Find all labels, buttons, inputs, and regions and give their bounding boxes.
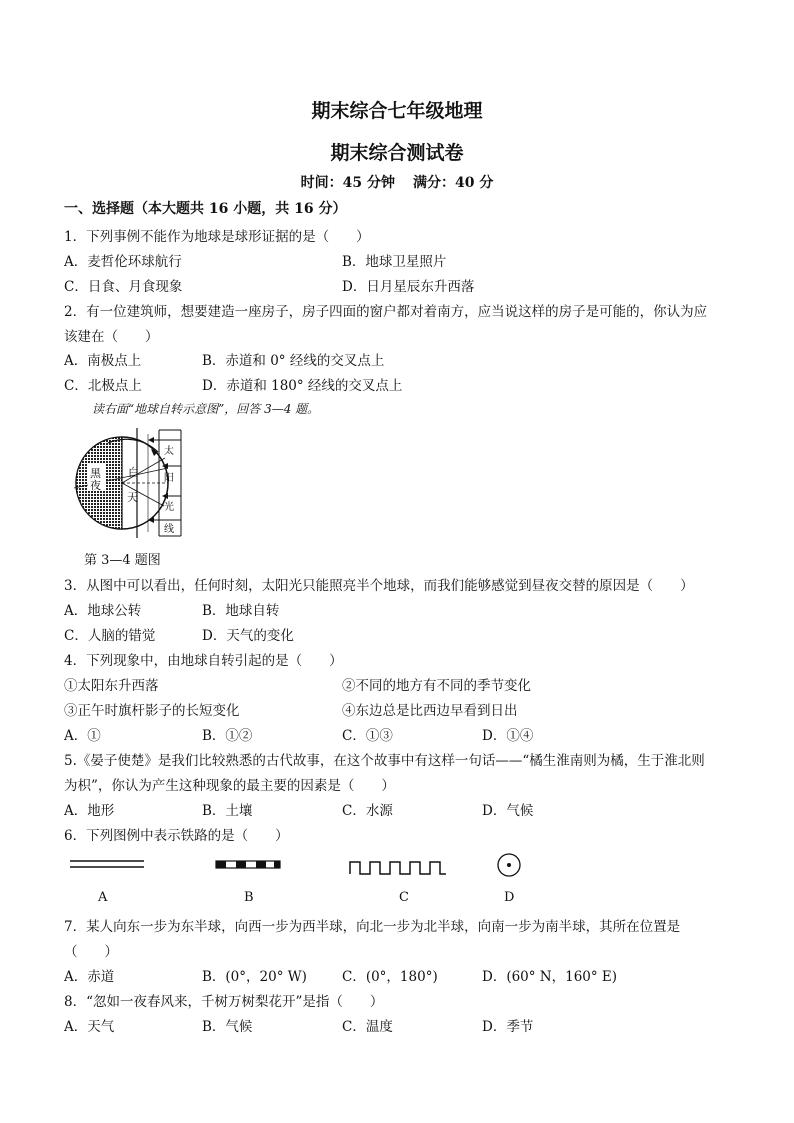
- question-4-stem: 4．下列现象中，由地球自转引起的是（ ）: [64, 653, 343, 669]
- question-4-option-a: A．①: [64, 728, 101, 744]
- question-2-option-d: D．赤道和 180° 经线的交叉点上: [202, 378, 403, 394]
- question-2-option-c: C．北极点上: [64, 378, 142, 394]
- question-4-statement-1: ①太阳东升西落: [64, 678, 159, 694]
- question-4-statement-2: ②不同的地方有不同的季节变化: [342, 678, 531, 694]
- day-label-1: 白: [128, 466, 139, 479]
- night-label-char-2: 夜: [90, 479, 101, 492]
- question-2-option-b: B．赤道和 0° 经线的交叉点上: [202, 353, 385, 369]
- question-2-stem-line1: 2．有一位建筑师，想要建造一座房子，房子四面的窗户都对着南方，应当说这样的房子是可能的，你认为应: [64, 304, 708, 320]
- question-4-option-b: B．①②: [202, 728, 253, 744]
- question-5-stem-line1: 5.《晏子使楚》是我们比较熟悉的古代故事，在这个故事中有这样一句话——“橘生淮南则为橘，生于淮北则: [64, 753, 705, 769]
- question-1-option-a: A．麦哲伦环球航行: [64, 254, 182, 270]
- question-3-option-d: D．天气的变化: [202, 628, 294, 644]
- figure-caption: 第 3—4 题图: [84, 553, 161, 568]
- legend-symbol-c: [348, 856, 448, 878]
- page-subtitle: 期末综合测试卷: [330, 142, 464, 164]
- question-3-stem: 3．从图中可以看出，任何时刻，太阳光只能照亮半个地球，而我们能够感觉到昼夜交替的原因是（ ）: [64, 578, 694, 594]
- page-title: 期末综合七年级地理: [311, 100, 483, 122]
- sun-ray-char-2: 阳: [164, 473, 174, 484]
- exam-meta: [0, 172, 794, 192]
- question-6-stem: 6．下列图例中表示铁路的是（ ）: [64, 828, 289, 844]
- legend-symbol-b-railway: [214, 858, 284, 872]
- section-title: 一、选择题（本大题共 16 小题，共 16 分）: [64, 201, 347, 217]
- question-3-option-a: A．地球公转: [64, 603, 142, 619]
- exam-time: 时间：45 分钟: [300, 175, 395, 191]
- question-1-option-b: B．地球卫星照片: [342, 254, 447, 270]
- earth-rotation-diagram: [64, 428, 194, 538]
- question-1-option-d: D．日月星辰东升西落: [342, 279, 475, 295]
- question-1-option-c: C．日食、月食现象: [64, 279, 183, 295]
- question-2-option-a: A．南极点上: [64, 353, 142, 369]
- question-8-option-c: C．温度: [342, 1019, 393, 1035]
- night-label-char-1: 黑: [90, 467, 101, 480]
- exam-score: 满分：40 分: [413, 175, 494, 191]
- question-8-option-a: A．天气: [64, 1019, 115, 1035]
- legend-label-b: B: [244, 890, 254, 905]
- sun-ray-char-4: 线: [164, 524, 174, 535]
- question-5-option-d: D．气候: [482, 803, 534, 819]
- legend-label-c: C: [399, 890, 409, 905]
- question-5-option-c: C．水源: [342, 803, 393, 819]
- question-7-option-d: D．(60° N，160° E): [482, 969, 618, 985]
- question-1-stem: 1．下列事例不能作为地球是球形证据的是（ ）: [64, 229, 370, 245]
- figure-instruction: 读右面“地球自转示意图”，回答 3—4 题。: [92, 402, 320, 416]
- question-3-option-c: C．人脑的错觉: [64, 628, 156, 644]
- question-5-stem-line2: 为枳”，你认为产生这种现象的最主要的因素是（ ）: [64, 778, 395, 794]
- sun-ray-char-1: 太: [164, 446, 174, 457]
- question-4-option-d: D．①④: [482, 728, 534, 744]
- question-8-stem: 8．“忽如一夜春风来，千树万树梨花开”是指（ ）: [64, 994, 384, 1010]
- legend-symbol-d: [495, 851, 523, 879]
- legend-label-d: D: [504, 890, 515, 905]
- question-7-option-b: B．(0°，20° W): [202, 969, 307, 985]
- question-4-statement-3: ③正午时旗杆影子的长短变化: [64, 703, 240, 719]
- question-5-option-a: A．地形: [64, 803, 115, 819]
- question-8-option-b: B．气候: [202, 1019, 253, 1035]
- question-7-stem-line2: （ ）: [64, 944, 118, 960]
- question-2-stem-line2: 该建在（ ）: [64, 329, 159, 345]
- question-8-option-d: D．季节: [482, 1019, 534, 1035]
- legend-label-a: A: [98, 890, 108, 905]
- day-label-2: 天: [127, 491, 138, 504]
- question-4-option-c: C．①③: [342, 728, 393, 744]
- question-7-option-a: A．赤道: [64, 969, 115, 985]
- question-3-option-b: B．地球自转: [202, 603, 280, 619]
- question-5-option-b: B．土壤: [202, 803, 253, 819]
- sun-ray-char-3: 光: [164, 502, 174, 513]
- question-4-statement-4: ④东边总是比西边早看到日出: [342, 703, 518, 719]
- question-7-stem-line1: 7．某人向东一步为东半球，向西一步为西半球，向北一步为北半球，向南一步为南半球，其所在位置是: [64, 919, 681, 935]
- legend-symbol-a: [68, 858, 148, 872]
- question-7-option-c: C．(0°，180°): [342, 969, 438, 985]
